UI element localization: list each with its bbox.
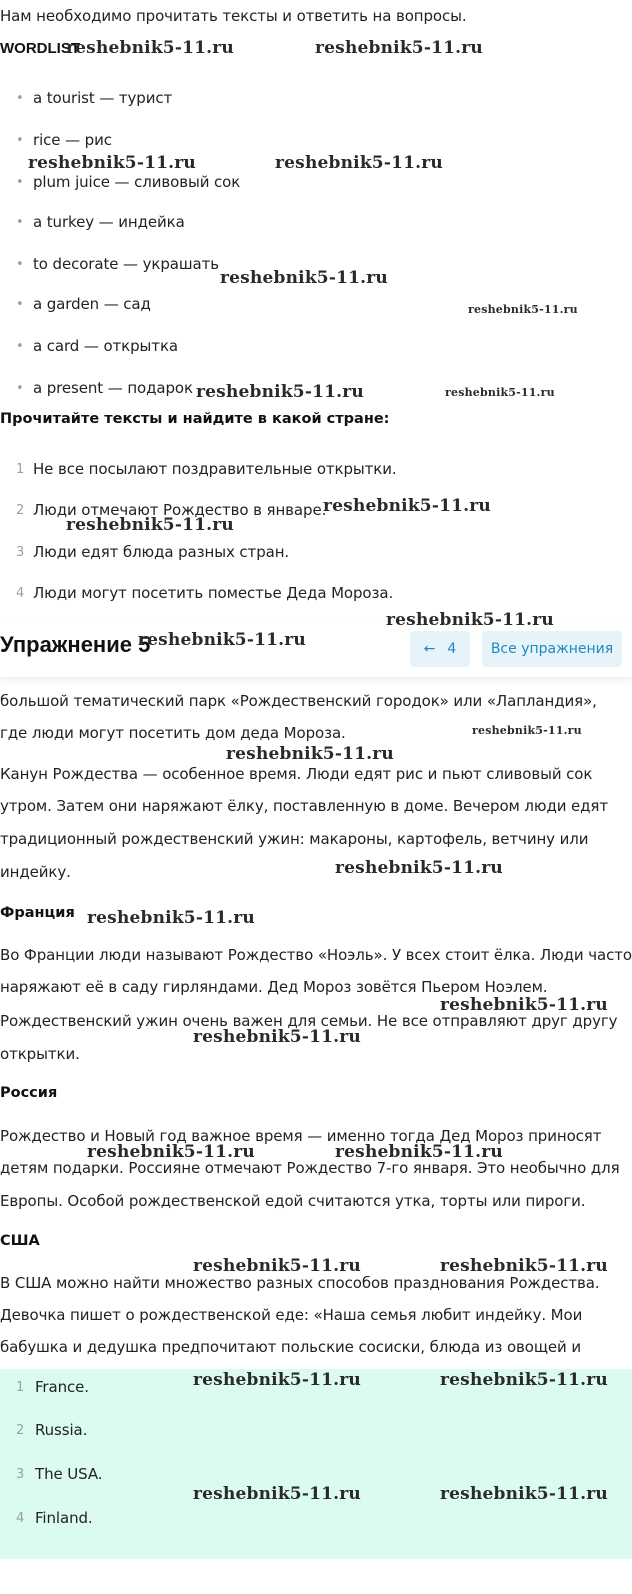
finland-line: традиционный рождественский ужин: макароны, картофель, ветчину или: [0, 830, 589, 848]
france-line: Во Франции люди называют Рождество «Ноэль». У всех стоит ёлка. Люди часто: [0, 946, 632, 964]
watermark: reshebnik5-11.ru: [323, 496, 491, 516]
intro-text: Нам необходимо прочитать тексты и ответить на вопросы.: [0, 7, 467, 25]
watermark: reshebnik5-11.ru: [440, 995, 608, 1015]
france-line: Рождественский ужин очень важен для семьи. Не все отправляют друг другу: [0, 1012, 618, 1030]
list-bullet: •: [16, 257, 24, 272]
watermark: reshebnik5-11.ru: [138, 630, 306, 650]
france-heading: Франция: [0, 905, 75, 921]
watermark: reshebnik5-11.ru: [196, 382, 364, 402]
wordlist-label: WORDLIST: [0, 40, 80, 57]
task-number: 3: [16, 545, 25, 560]
task-heading: Прочитайте тексты и найдите в какой стране:: [0, 411, 390, 427]
list-item: a garden — сад: [33, 295, 151, 313]
task-number: 4: [16, 586, 25, 601]
finland-line: индейку.: [0, 863, 71, 881]
task-item: Люди отмечают Рождество в январе.: [33, 501, 327, 519]
answer-number: 1: [16, 1380, 25, 1395]
exercise-title: Упражнение 5: [0, 632, 151, 657]
finland-line: Канун Рождества — особенное время. Люди едят рис и пьют сливовый сок: [0, 765, 593, 783]
usa-line: бабушка и дедушка предпочитают польские сосиски, блюда из овощей и: [0, 1338, 581, 1356]
list-bullet: •: [16, 215, 24, 230]
finland-line: утром. Затем они наряжают ёлку, поставленную в доме. Вечером люди едят: [0, 797, 608, 815]
watermark: reshebnik5-11.ru: [87, 908, 255, 928]
answer-item: Russia.: [35, 1421, 88, 1439]
list-bullet: •: [16, 175, 24, 190]
list-bullet: •: [16, 297, 24, 312]
answer-item: France.: [35, 1378, 89, 1396]
watermark: reshebnik5-11.ru: [386, 610, 554, 630]
watermark: reshebnik5-11.ru: [28, 153, 196, 173]
task-item: Не все посылают поздравительные открытки.: [33, 460, 397, 478]
list-item: rice — рис: [33, 131, 112, 149]
task-number: 2: [16, 503, 25, 518]
watermark: reshebnik5-11.ru: [193, 1256, 361, 1276]
prev-exercise-label: 4: [447, 641, 457, 657]
list-bullet: •: [16, 91, 24, 106]
list-item: plum juice — сливовый сок: [33, 173, 241, 191]
watermark: reshebnik5-11.ru: [440, 1256, 608, 1276]
watermark: reshebnik5-11.ru: [66, 515, 234, 535]
watermark: reshebnik5-11.ru: [335, 1142, 503, 1162]
answers-panel: [0, 1369, 632, 1559]
watermark: reshebnik5-11.ru: [472, 724, 582, 737]
task-number: 1: [16, 462, 25, 477]
watermark: reshebnik5-11.ru: [445, 386, 555, 399]
watermark: reshebnik5-11.ru: [275, 153, 443, 173]
russia-heading: Россия: [0, 1085, 58, 1101]
list-bullet: •: [16, 381, 24, 396]
answer-item: Finland.: [35, 1509, 93, 1527]
task-item: Люди могут посетить поместье Деда Мороза.: [33, 584, 394, 602]
list-bullet: •: [16, 339, 24, 354]
list-item: a tourist — турист: [33, 89, 173, 107]
watermark: reshebnik5-11.ru: [315, 38, 483, 58]
russia-line: Европы. Особой рождественской едой считаются утка, торты или пироги.: [0, 1192, 586, 1210]
watermark: reshebnik5-11.ru: [468, 303, 578, 316]
usa-line: Девочка пишет о рождественской еде: «Наша семья любит индейку. Мои: [0, 1306, 583, 1324]
watermark: reshebnik5-11.ru: [440, 1370, 608, 1390]
task-item: Люди едят блюда разных стран.: [33, 543, 290, 561]
france-line: наряжают её в саду гирляндами. Дед Мороз зовётся Пьером Ноэлем.: [0, 978, 548, 996]
arrow-left-icon: ←: [423, 641, 436, 657]
list-item: to decorate — украшать: [33, 255, 219, 273]
watermark: reshebnik5-11.ru: [193, 1027, 361, 1047]
usa-line: В США можно найти множество разных способов празднования Рождества.: [0, 1274, 600, 1292]
watermark: reshebnik5-11.ru: [440, 1484, 608, 1504]
list-bullet: •: [16, 133, 24, 148]
watermark: reshebnik5-11.ru: [193, 1484, 361, 1504]
all-exercises-button[interactable]: Все упражнения: [482, 631, 622, 667]
answer-number: 4: [16, 1511, 25, 1526]
list-item: a present — подарок: [33, 379, 193, 397]
prev-exercise-button[interactable]: [410, 631, 470, 667]
watermark: reshebnik5-11.ru: [226, 744, 394, 764]
usa-heading: США: [0, 1233, 40, 1249]
france-line: открытки.: [0, 1045, 80, 1063]
answer-number: 2: [16, 1423, 25, 1438]
watermark: reshebnik5-11.ru: [66, 38, 234, 58]
watermark: reshebnik5-11.ru: [220, 268, 388, 288]
russia-line: детям подарки. Россияне отмечают Рождество 7-го января. Это необычно для: [0, 1159, 620, 1177]
finland-line: где люди могут посетить дом деда Мороза.: [0, 724, 346, 742]
watermark: reshebnik5-11.ru: [193, 1370, 361, 1390]
watermark: reshebnik5-11.ru: [335, 858, 503, 878]
answer-item: The USA.: [35, 1465, 103, 1483]
list-item: a card — открытка: [33, 337, 178, 355]
answer-number: 3: [16, 1467, 25, 1482]
russia-line: Рождество и Новый год важное время — именно тогда Дед Мороз приносят: [0, 1127, 602, 1145]
finland-line: большой тематический парк «Рождественский городок» или «Лапландия»,: [0, 692, 597, 710]
list-item: a turkey — индейка: [33, 213, 185, 231]
watermark: reshebnik5-11.ru: [87, 1142, 255, 1162]
